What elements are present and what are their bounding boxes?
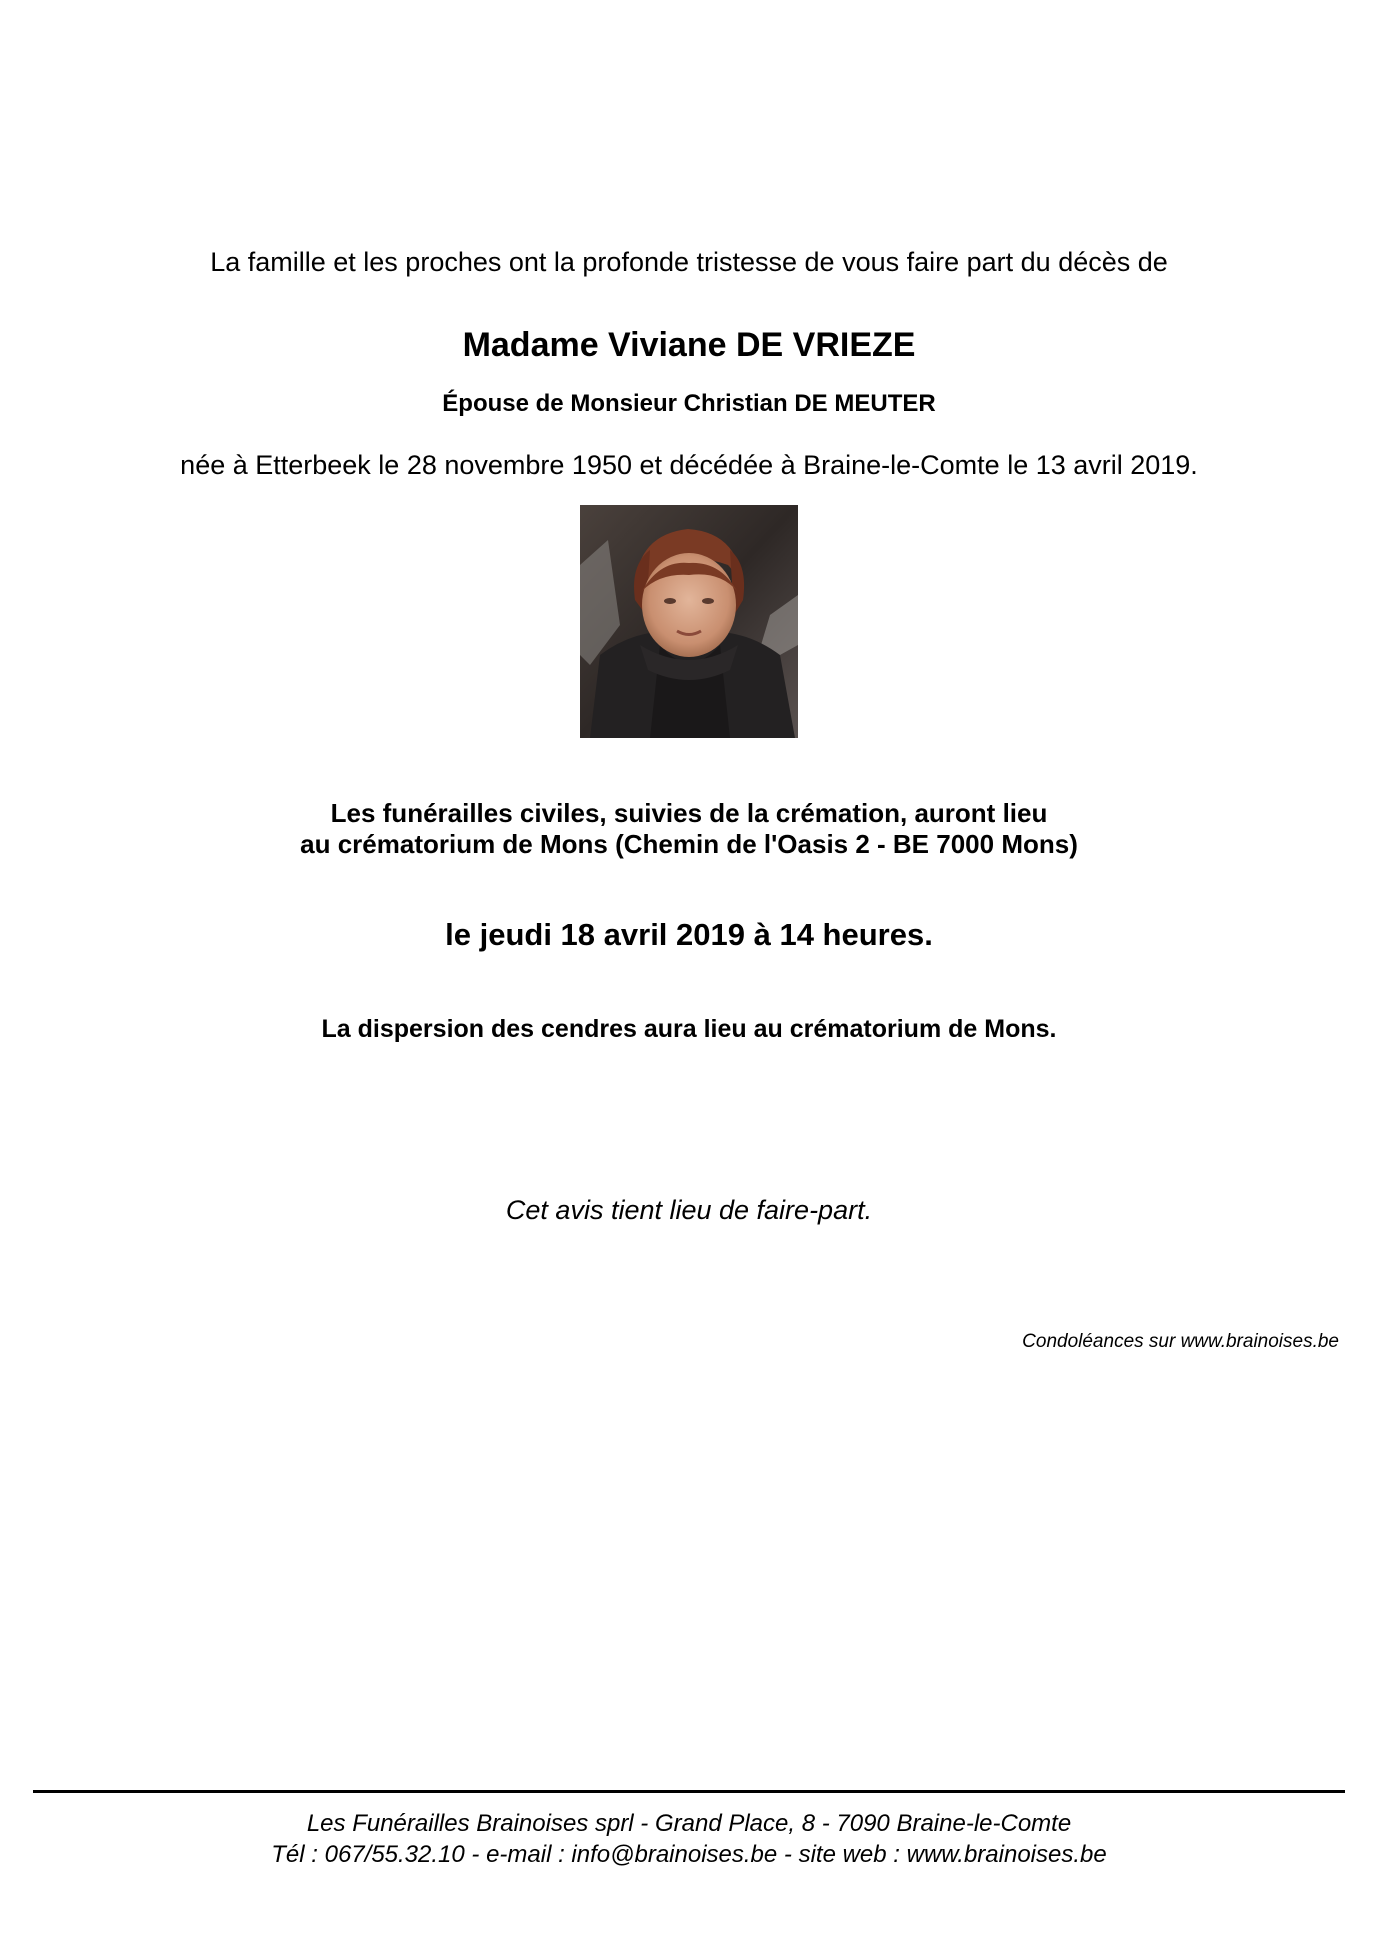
birth-death-line: née à Etterbeek le 28 novembre 1950 et décédée à Braine-le-Comte le 13 avril 2019.	[180, 450, 1198, 480]
spouse-line: Épouse de Monsieur Christian DE MEUTER	[442, 390, 936, 417]
footer-contact: Tél : 067/55.32.10 - e-mail : info@brainoises.be - site web : www.brainoises.be	[271, 1841, 1107, 1868]
footer-divider	[33, 1790, 1345, 1793]
portrait-photo-icon	[580, 505, 798, 738]
condolences-link[interactable]: Condoléances sur www.brainoises.be	[1022, 1331, 1339, 1352]
intro-text: La famille et les proches ont la profonde tristesse de vous faire part du décès de	[210, 247, 1168, 277]
ceremony-date: le jeudi 18 avril 2019 à 14 heures.	[445, 917, 933, 952]
notice-text: Cet avis tient lieu de faire-part.	[505, 1195, 873, 1225]
footer-address: Les Funérailles Brainoises sprl - Grand Place, 8 - 7090 Braine-le-Comte	[306, 1810, 1072, 1837]
ashes-dispersion: La dispersion des cendres aura lieu au crématorium de Mons.	[321, 1015, 1057, 1043]
funeral-info-line-2: au crématorium de Mons (Chemin de l'Oasis 2 - BE 7000 Mons)	[300, 829, 1078, 859]
funeral-info-line-1: Les funérailles civiles, suivies de la crémation, auront lieu	[330, 798, 1048, 828]
deceased-name: Madame Viviane DE VRIEZE	[462, 326, 916, 364]
portrait-photo	[580, 505, 798, 738]
